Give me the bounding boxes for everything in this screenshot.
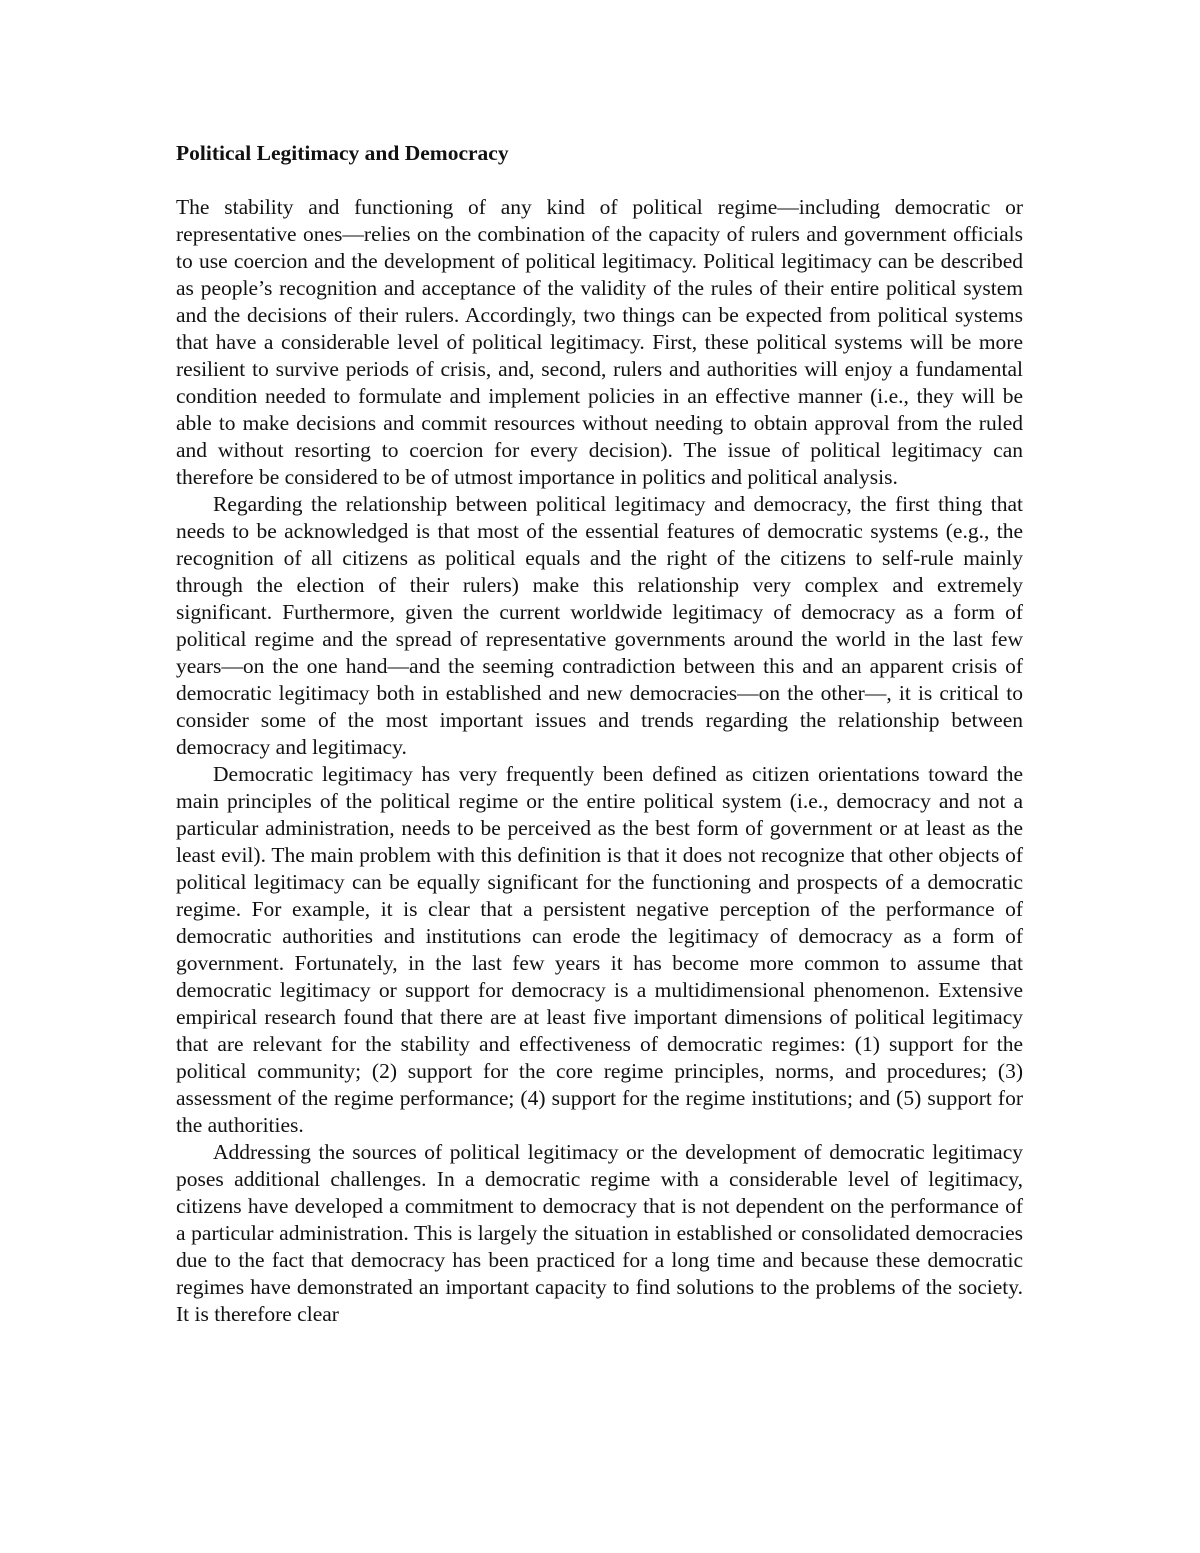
document-title: Political Legitimacy and Democracy [176,141,509,165]
paragraph-1: The stability and functioning of any kind of political regime—including democratic or representative ones—relies on the combination of the capacity of rulers and government officials to use coercion and the development of political legitimacy. Political legitimacy can be described as people’s recognition and acceptance of the validity of the rules of their entire political system and the decisions of their rulers. Accordingly, two things can be expected from political systems that have a considerable level of political legitimacy. First, these political systems will be more resilient to survive periods of crisis, and, second, rulers and authorities will enjoy a fundamental condition needed to formulate and implement policies in an effective manner (i.e., they will be able to make decisions and commit resources without needing to obtain approval from the ruled and without resorting to coercion for every decision). The issue of political legitimacy can therefore be considered to be of utmost importance in politics and political analysis. [176,195,1023,489]
paragraph-3: Democratic legitimacy has very frequently been defined as citizen orientations toward the main principles of the political regime or the entire political system (i.e., democracy and not a particular administration, needs to be perceived as the best form of government or at least as the least evil). The main problem with this definition is that it does not recognize that other objects of political legitimacy can be equally significant for the functioning and prospects of a democratic regime. For example, it is clear that a persistent negative perception of the performance of democratic authorities and institutions can erode the legitimacy of democracy as a form of government. Fortunately, in the last few years it has become more common to assume that democratic legitimacy or support for democracy is a multidimensional phenomenon. Extensive empirical research found that there are at least five important dimensions of political legitimacy that are relevant for the stability and effectiveness of democratic regimes: (1) support for the political community; (2) support for the core regime principles, norms, and procedures; (3) assessment of the regime performance; (4) support for the regime institutions; and (5) support for the authorities. [176,762,1023,1137]
paragraph-2: Regarding the relationship between political legitimacy and democracy, the first thing that needs to be acknowledged is that most of the essential features of democratic systems (e.g., the recognition of all citizens as political equals and the right of the citizens to self-rule mainly through the election of their rulers) make this relationship very complex and extremely significant. Furthermore, given the current worldwide legitimacy of democracy as a form of political regime and the spread of representative governments around the world in the last few years—on the one hand—and the seeming contradiction between this and an apparent crisis of democratic legitimacy both in established and new democracies—on the other—, it is critical to consider some of the most important issues and trends regarding the relationship between democracy and legitimacy. [176,492,1023,759]
paragraph-4: Addressing the sources of political legitimacy or the development of democratic legitimacy poses additional challenges. In a democratic regime with a considerable level of legitimacy, citizens have developed a commitment to democracy that is not dependent on the performance of a particular administration. This is largely the situation in established or consolidated democracies due to the fact that democracy has been practiced for a long time and because these democratic regimes have demonstrated an important capacity to find solutions to the problems of the society. It is therefore clear [176,1140,1023,1326]
document-body [176,140,1023,1328]
